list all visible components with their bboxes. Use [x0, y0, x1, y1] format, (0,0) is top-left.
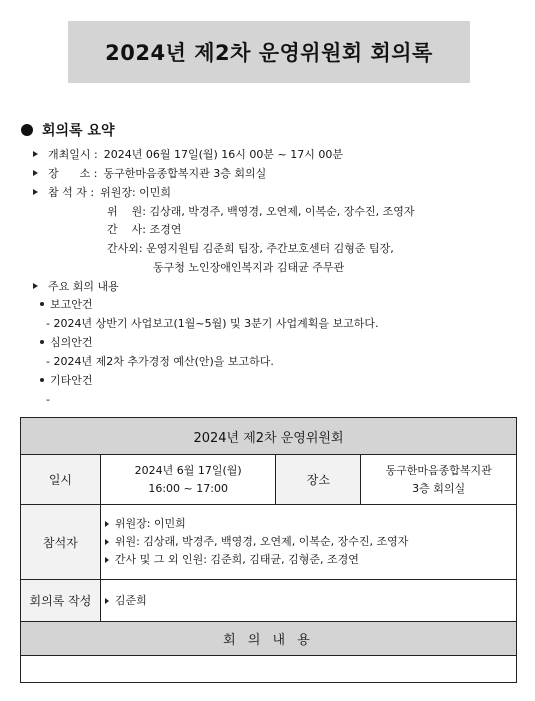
attendees-cell	[100, 505, 516, 580]
deliberation-label: 심의안건	[50, 336, 93, 349]
dot-bullet-icon	[40, 378, 44, 382]
place-label-cell: 장소	[276, 455, 361, 505]
place-line2: 3층 회의실	[412, 481, 466, 495]
table-header: 2024년 제2차 운영위원회	[21, 418, 517, 455]
triangle-bullet-icon	[33, 170, 38, 176]
summary-section	[20, 120, 520, 406]
date-cell	[100, 455, 276, 505]
summary-datetime	[33, 145, 343, 163]
datetime-value: 2024년 06월 17일(월) 16시 00분 ~ 17시 00분	[103, 148, 343, 161]
agenda-other	[40, 371, 93, 389]
agenda-deliberation	[40, 333, 93, 351]
writer-cell	[100, 580, 516, 622]
attendee-chair-row	[105, 515, 516, 533]
agenda-label: 주요 회의 내용	[48, 280, 119, 293]
summary-attendees	[33, 183, 171, 201]
writer-value: 김준희	[114, 593, 147, 607]
triangle-bullet-icon	[33, 151, 38, 157]
attendee-others-row	[105, 551, 516, 569]
attendees-label-cell: 참석자	[21, 505, 101, 580]
bullet-circle-icon	[21, 124, 33, 136]
place-label: 장 소 :	[48, 167, 98, 180]
date-label: 일시	[21, 455, 101, 505]
summary-place	[33, 164, 266, 182]
attendees-others-line2: 동구청 노인장애인복지과 김태균 주무관	[153, 261, 345, 274]
dot-bullet-icon	[40, 302, 44, 306]
summary-heading-text: 회의록 요약	[42, 123, 115, 139]
dot-bullet-icon	[40, 340, 44, 344]
minutes-table	[20, 417, 517, 683]
writer-label-cell: 회의록 작성	[21, 580, 101, 622]
triangle-bullet-icon	[105, 557, 109, 563]
attendee-members: 위원: 김상래, 박경주, 백영경, 오연제, 이복순, 장수진, 조영자	[114, 535, 409, 548]
attendee-others: 간사 및 그 외 인원: 김준희, 김태균, 김형준, 조경연	[114, 553, 359, 566]
attendees-members: 위 원: 김상래, 박경주, 백영경, 오연제, 이복순, 장수진, 조영자	[107, 205, 415, 218]
place-line1: 동구한마음종합복지관	[385, 463, 492, 477]
summary-agenda	[33, 277, 119, 295]
attendee-chair: 위원장: 이민희	[114, 517, 186, 530]
report-label: 보고안건	[50, 298, 93, 311]
date-line1: 2024년 6월 17일(월)	[134, 463, 242, 477]
place-cell	[361, 455, 517, 505]
summary-heading	[20, 120, 520, 140]
place-value: 동구한마음종합복지관 3층 회의실	[103, 167, 267, 180]
other-item: -	[46, 392, 50, 406]
datetime-label: 개최일시 :	[48, 148, 98, 161]
report-item: - 2024년 상반기 사업보고(1월~5월) 및 3분기 사업계획을 보고하다.	[46, 317, 379, 330]
attendees-secretary: 간 사: 조경연	[107, 223, 182, 236]
content-title: 회 의 내 용	[21, 622, 517, 656]
document-title: 2024년 제2차 운영위원회 회의록	[105, 41, 433, 65]
date-line2: 16:00 ~ 17:00	[148, 481, 228, 495]
deliberation-item: - 2024년 제2차 추가경정 예산(안)을 보고하다.	[46, 355, 274, 368]
triangle-bullet-icon	[105, 598, 109, 604]
triangle-bullet-icon	[33, 189, 38, 195]
title-banner	[68, 21, 470, 83]
attendees-others-line1: 간사외: 운영지원팀 김준희 팀장, 주간보호센터 김형준 팀장,	[107, 242, 394, 255]
other-label: 기타안건	[50, 374, 93, 387]
attendee-members-row	[105, 533, 516, 551]
triangle-bullet-icon	[33, 283, 38, 289]
content-body	[21, 656, 517, 683]
triangle-bullet-icon	[105, 539, 109, 545]
attendees-label: 참 석 자 :	[48, 186, 95, 199]
writer-row	[105, 592, 516, 610]
triangle-bullet-icon	[105, 521, 109, 527]
agenda-report	[40, 295, 93, 313]
attendees-chair: 위원장: 이민희	[100, 186, 172, 199]
